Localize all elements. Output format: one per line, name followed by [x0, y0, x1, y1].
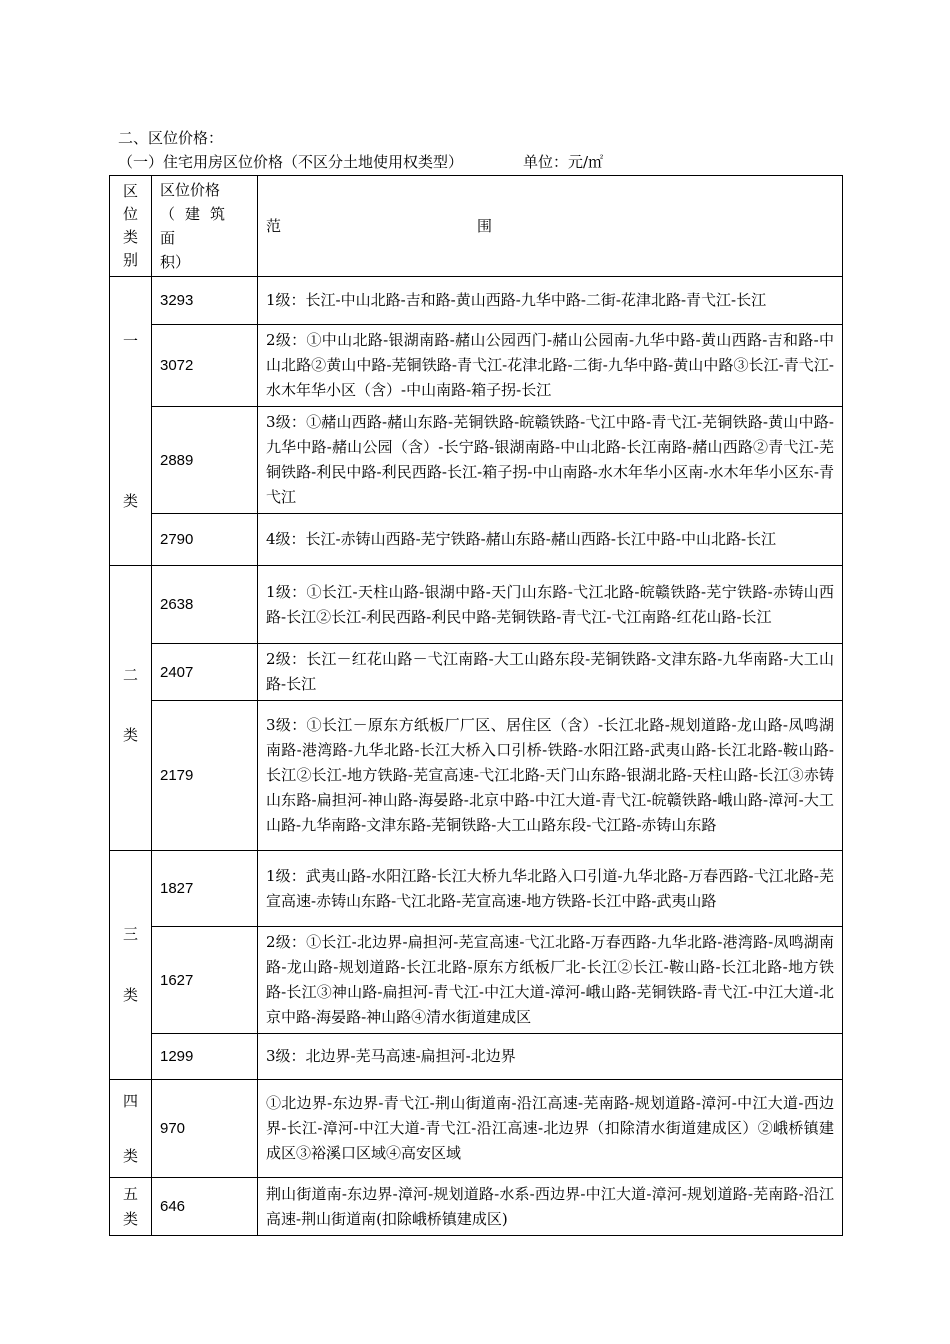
- section-title: 二、区位价格：: [118, 129, 224, 147]
- table-row: [110, 514, 843, 566]
- price-table: [109, 175, 843, 1236]
- price-cell: 3072: [152, 325, 258, 407]
- category-5-label: 五 类: [110, 1178, 152, 1236]
- table-row: [110, 644, 843, 701]
- price-cell: 646: [152, 1178, 258, 1236]
- table-row: [110, 1178, 843, 1236]
- subsection-title: [118, 152, 603, 172]
- subsection-title-text: （一）住宅用房区位价格（不区分土地使用权类型）: [118, 153, 464, 171]
- table-row: [110, 407, 843, 514]
- table-row: [110, 851, 843, 927]
- price-cell: 2889: [152, 407, 258, 514]
- range-cell: 2级：长江－红花山路－弋江南路-大工山路东段-芜铜铁路-文津东路-九华南路-大工山路-长江: [258, 644, 843, 701]
- range-cell: 3级：北边界-芜马高速-扁担河-北边界: [258, 1034, 843, 1080]
- range-cell: 1级：长江-中山北路-吉和路-黄山西路-九华中路-二街-花津北路-青弋江-长江: [258, 277, 843, 325]
- price-cell: 1299: [152, 1034, 258, 1080]
- category-2-label: 二 类: [110, 566, 152, 851]
- table-header-row: [110, 176, 843, 277]
- price-cell: 2638: [152, 566, 258, 644]
- price-cell: 1627: [152, 927, 258, 1034]
- category-3-label: 三 类: [110, 851, 152, 1080]
- price-cell: 970: [152, 1080, 258, 1178]
- range-cell: 2级：①长江-北边界-扁担河-芜宣高速-弋江北路-万春西路-九华北路-港湾路-凤鸣湖南路-龙山路-规划道路-长江北路-原东方纸板厂北-长江②长江-鞍山路-长江北路-地方铁路-长江③神山路-扁担河-青弋江-中江大道-漳河-峨山路-芜铜铁路-青弋江-中江大道-北京中路-海晏路-神山路④清水街道建成区: [258, 927, 843, 1034]
- table-row: [110, 1034, 843, 1080]
- price-cell: 2179: [152, 701, 258, 851]
- table-row: [110, 1080, 843, 1178]
- price-cell: 3293: [152, 277, 258, 325]
- table-row: [110, 927, 843, 1034]
- range-cell: 4级：长江-赤铸山西路-芜宁铁路-赭山东路-赭山西路-长江中路-中山北路-长江: [258, 514, 843, 566]
- range-cell: 3级：①长江－原东方纸板厂厂区、居住区（含）-长江北路-规划道路-龙山路-凤鸣湖南路-港湾路-九华北路-长江大桥入口引桥-铁路-水阳江路-武夷山路-长江北路-鞍山路-长江②长江-地方铁路-芜宣高速-弋江北路-天门山东路-银湖北路-天柱山路-长江③赤铸山东路-扁担河-神山路-海晏路-北京中路-中江大道-青弋江-皖赣铁路-峨山路-漳河-大工山路-九华南路-文津东路-芜铜铁路-大工山路东段-弋江路-赤铸山东路: [258, 701, 843, 851]
- unit-label: 单位：元/㎡: [523, 153, 604, 171]
- range-cell: 2级：①中山北路-银湖南路-赭山公园西门-赭山公园南-九华中路-黄山西路-吉和路-中山北路②黄山中路-芜铜铁路-青弋江-花津北路-二街-九华中路-黄山中路③长江-青弋江-水木年华小区（含）-中山南路-箱子拐-长江: [258, 325, 843, 407]
- table-row: [110, 277, 843, 325]
- price-cell: 1827: [152, 851, 258, 927]
- header-price: 区位价格 （建筑面 积）: [152, 176, 258, 277]
- range-cell: 3级：①赭山西路-赭山东路-芜铜铁路-皖赣铁路-弋江中路-青弋江-芜铜铁路-黄山中路-九华中路-赭山公园（含）-长宁路-银湖南路-中山北路-长江南路-赭山西路②青弋江-芜铜铁路-利民中路-利民西路-长江-箱子拐-中山南路-水木年华小区南-水木年华小区东-青弋江: [258, 407, 843, 514]
- category-1-label: 一 类: [110, 277, 152, 566]
- range-cell: 1级：①长江-天柱山路-银湖中路-天门山东路-弋江北路-皖赣铁路-芜宁铁路-赤铸山西路-长江②长江-利民西路-利民中路-芜铜铁路-青弋江-弋江南路-红花山路-长江: [258, 566, 843, 644]
- range-cell: ①北边界-东边界-青弋江-荆山街道南-沿江高速-芜南路-规划道路-漳河-中江大道-西边界-长江-漳河-中江大道-青弋江-沿江高速-北边界（扣除清水街道建成区）②峨桥镇建成区③裕溪口区域④高安区域: [258, 1080, 843, 1178]
- category-4-label: 四 类: [110, 1080, 152, 1178]
- price-cell: 2407: [152, 644, 258, 701]
- header-category: 区 位 类 别: [110, 176, 152, 277]
- range-cell: 荆山街道南-东边界-漳河-规划道路-水系-西边界-中江大道-漳河-规划道路-芜南路-沿江高速-荆山街道南(扣除峨桥镇建成区): [258, 1178, 843, 1236]
- range-cell: 1级：武夷山路-水阳江路-长江大桥九华北路入口引道-九华北路-万春西路-弋江北路-芜宣高速-赤铸山东路-弋江北路-芜宣高速-地方铁路-长江中路-武夷山路: [258, 851, 843, 927]
- header-range: 范 围: [258, 176, 843, 277]
- price-cell: 2790: [152, 514, 258, 566]
- table-row: [110, 566, 843, 644]
- table-row: [110, 325, 843, 407]
- table-row: [110, 701, 843, 851]
